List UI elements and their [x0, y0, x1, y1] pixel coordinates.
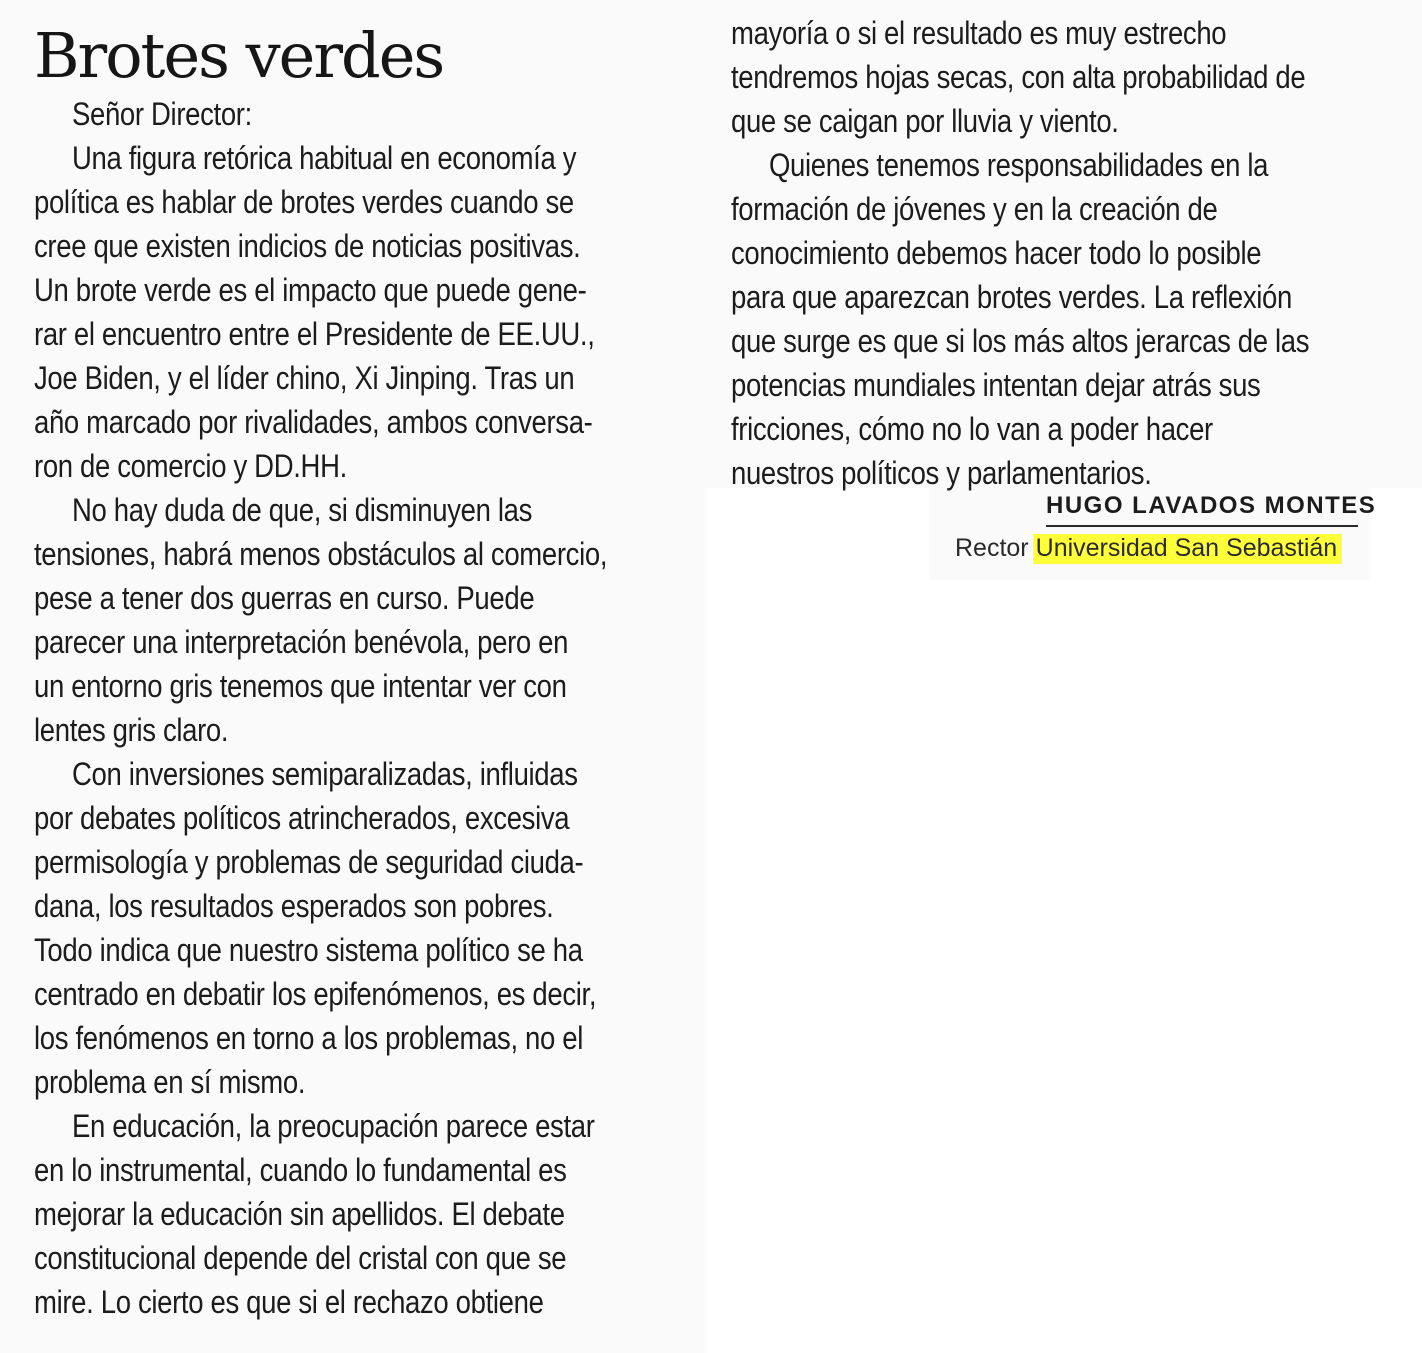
body-line: que surge es que si los más altos jerarcas de las [731, 323, 1310, 359]
body-line: fricciones, cómo no lo van a poder hacer [731, 411, 1213, 447]
body-line: política es hablar de brotes verdes cuando se [34, 184, 574, 220]
body-line: parecer una interpretación benévola, pero en [34, 624, 569, 660]
author-affiliation [955, 530, 1342, 566]
author-role: Rector [955, 534, 1029, 562]
body-line: potencias mundiales intentan dejar atrás sus [731, 367, 1261, 403]
salutation: Señor Director: [72, 96, 252, 132]
body-line: año marcado por rivalidades, ambos conversa- [34, 404, 593, 440]
body-line: constitucional depende del cristal con que se [34, 1240, 567, 1276]
article-title: Brotes verdes [34, 19, 444, 92]
body-line: problema en sí mismo. [34, 1064, 306, 1100]
signature-divider [1046, 525, 1358, 527]
body-line: rar el encuentro entre el Presidente de EE.UU., [34, 316, 595, 352]
body-line: formación de jóvenes y en la creación de [731, 191, 1218, 227]
body-line: para que aparezcan brotes verdes. La reflexión [731, 279, 1292, 315]
body-line: cree que existen indicios de noticias positivas. [34, 228, 581, 264]
body-line: dana, los resultados esperados son pobres. [34, 888, 554, 924]
body-line: los fenómenos en torno a los problemas, no el [34, 1020, 584, 1056]
institution-highlight: Universidad San Sebastián [1033, 534, 1343, 564]
body-line: mayoría o si el resultado es muy estrecho [731, 15, 1227, 51]
body-line: ron de comercio y DD.HH. [34, 448, 347, 484]
body-line: No hay duda de que, si disminuyen las [72, 492, 532, 528]
body-line: pese a tener dos guerras en curso. Puede [34, 580, 535, 616]
body-line: nuestros políticos y parlamentarios. [731, 455, 1152, 491]
author-name: HUGO LAVADOS MONTES [1046, 492, 1377, 519]
body-line: por debates políticos atrincherados, excesiva [34, 800, 570, 836]
body-line: permisología y problemas de seguridad ciuda- [34, 844, 584, 880]
body-line: Un brote verde es el impacto que puede gene- [34, 272, 587, 308]
body-line: un entorno gris tenemos que intentar ver con [34, 668, 567, 704]
body-line: Joe Biden, y el líder chino, Xi Jinping. Tras un [34, 360, 575, 396]
body-line: lentes gris claro. [34, 712, 229, 748]
body-line: Una figura retórica habitual en economía y [72, 140, 577, 176]
body-line: En educación, la preocupación parece estar [72, 1108, 595, 1144]
body-line: mire. Lo cierto es que si el rechazo obtiene [34, 1284, 544, 1320]
body-line: que se caigan por lluvia y viento. [731, 103, 1119, 139]
body-line: Con inversiones semiparalizadas, influidas [72, 756, 578, 792]
body-line: mejorar la educación sin apellidos. El debate [34, 1196, 565, 1232]
body-line: tensiones, habrá menos obstáculos al comercio, [34, 536, 608, 572]
body-line: Todo indica que nuestro sistema político se ha [34, 932, 583, 968]
body-line: en lo instrumental, cuando lo fundamental es [34, 1152, 567, 1188]
body-line: conocimiento debemos hacer todo lo posible [731, 235, 1262, 271]
body-line: centrado en debatir los epifenómenos, es decir, [34, 976, 597, 1012]
body-line: tendremos hojas secas, con alta probabilidad de [731, 59, 1306, 95]
body-line: Quienes tenemos responsabilidades en la [769, 147, 1269, 183]
